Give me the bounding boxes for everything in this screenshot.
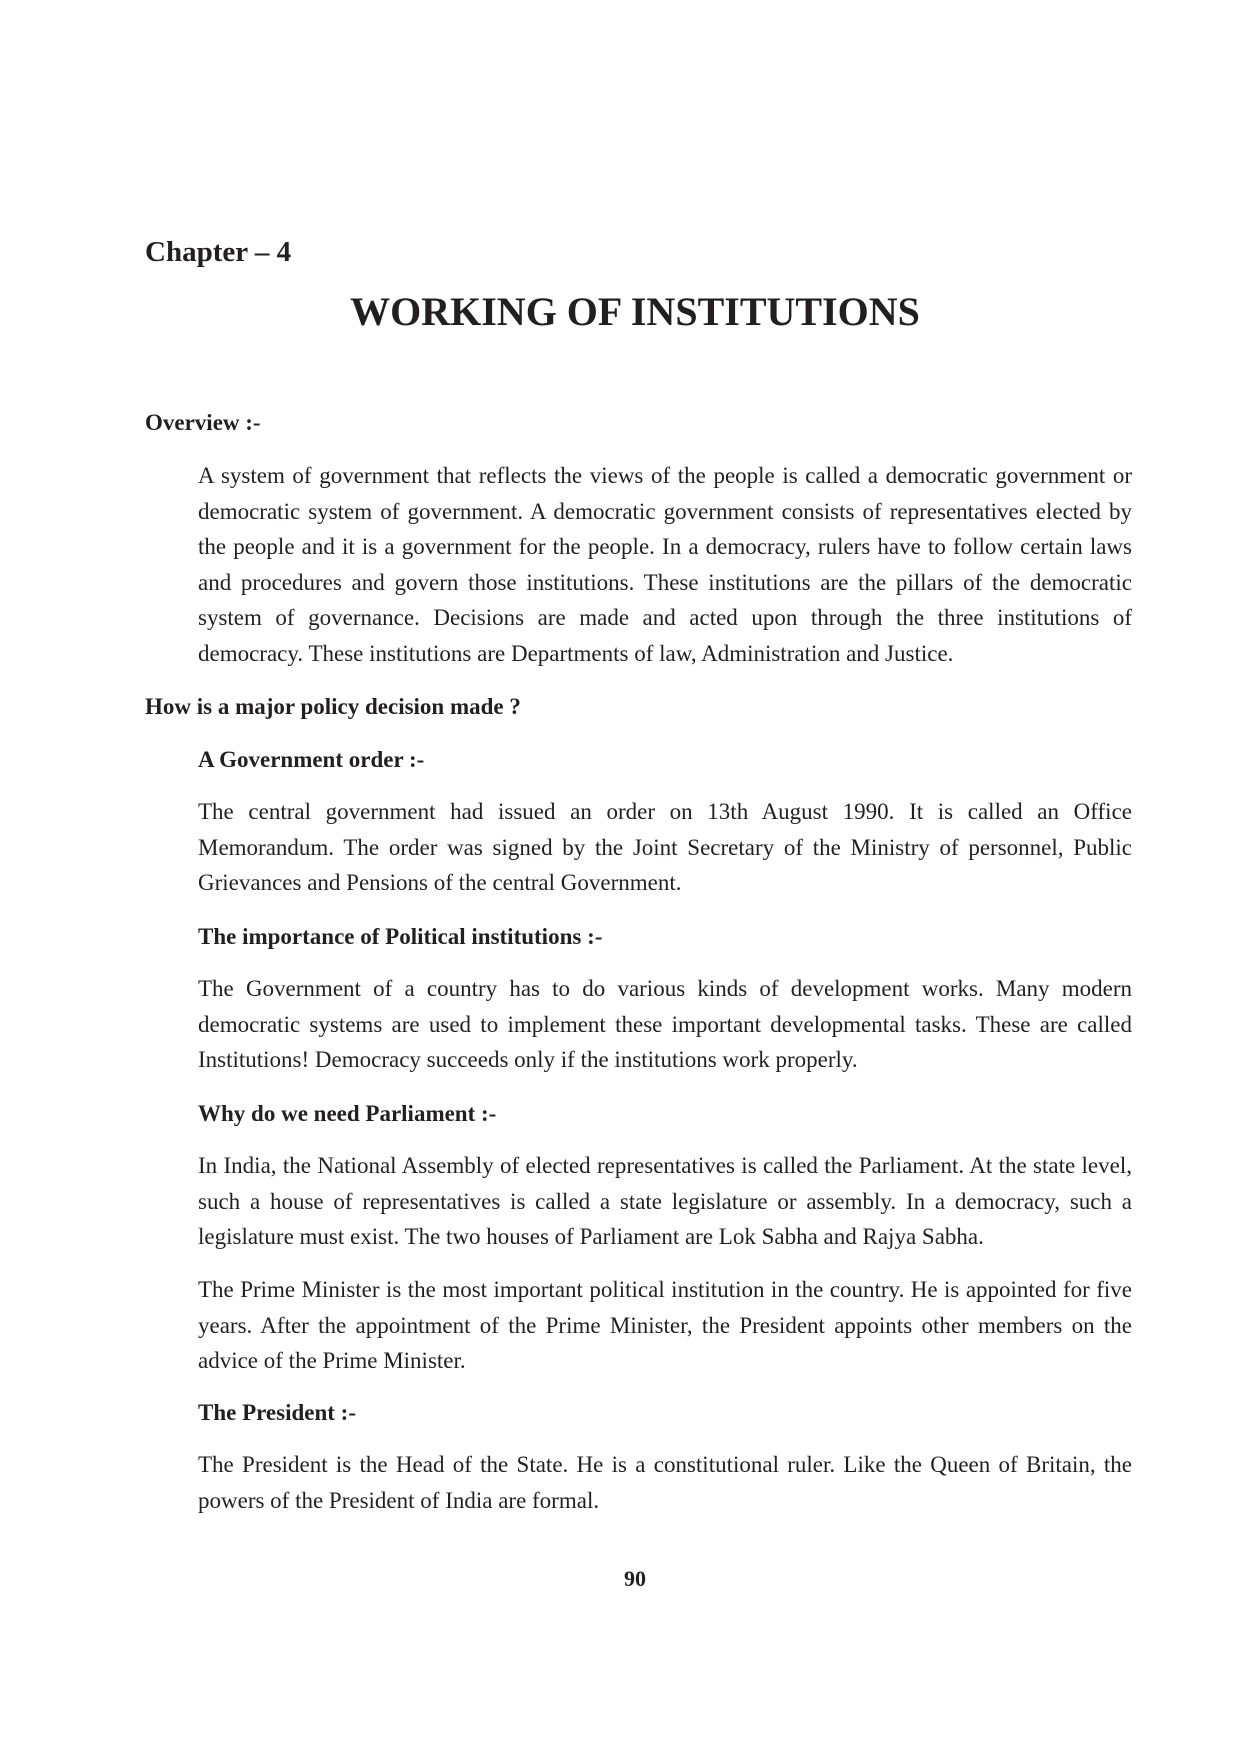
political-institutions-heading: The importance of Political institutions :- [198, 924, 603, 949]
overview-heading: Overview :- [145, 410, 261, 435]
chapter-label: Chapter – 4 [145, 236, 292, 268]
page-number: 90 [624, 1566, 646, 1591]
parliament-heading: Why do we need Parliament :- [198, 1101, 497, 1126]
overview-paragraph: A system of government that reflects the views of the people is called a democratic government or democratic system of government. A democratic government consists of representatives elected by the people and it is a government for the people. In a democracy, rulers have to follow certain laws and procedures and govern those institutions. These institutions are the pillars of the democratic system of governance. Decisions are made and acted upon through the three institutions of democracy. These institutions are Departments of law, Administration and Justice. [198, 463, 1132, 666]
policy-decision-heading: How is a major policy decision made ? [145, 694, 521, 719]
prime-minister-paragraph: The Prime Minister is the most important political institution in the country. He is appointed for five years. After the appointment of the Prime Minister, the President appoints other members on the advice of the Prime Minister. [198, 1277, 1132, 1373]
chapter-title: WORKING OF INSTITUTIONS [350, 289, 920, 334]
president-heading: The President :- [198, 1400, 357, 1425]
president-paragraph: The President is the Head of the State. He is a constitutional ruler. Like the Queen of Britain, the powers of the President of India are formal. [198, 1452, 1132, 1513]
parliament-paragraph: In India, the National Assembly of elected representatives is called the Parliament. At the state level, such a house of representatives is called a state legislature or assembly. In a democracy, such a legislature must exist. The two houses of Parliament are Lok Sabha and Rajya Sabha. [198, 1153, 1132, 1249]
political-institutions-paragraph: The Government of a country has to do various kinds of development works. Many modern democratic systems are used to implement these important developmental tasks. These are called Institutions! Democracy succeeds only if the institutions work properly. [198, 976, 1132, 1072]
government-order-heading: A Government order :- [198, 747, 425, 772]
government-order-paragraph: The central government had issued an order on 13th August 1990. It is called an Office Memorandum. The order was signed by the Joint Secretary of the Ministry of personnel, Public Grievances and Pensions of the central Government. [198, 799, 1132, 895]
